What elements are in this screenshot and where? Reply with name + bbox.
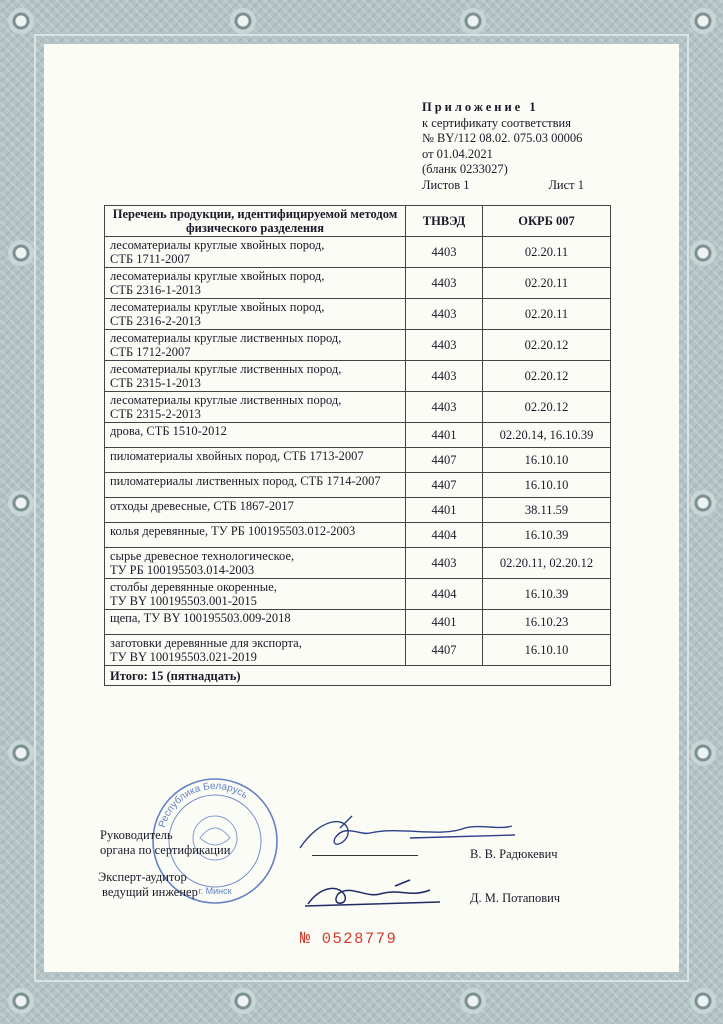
sheets-total: Листов 1 (422, 177, 470, 192)
sheets-info (422, 178, 584, 194)
product-standard: ТУ BY 100195503.021-2019 (110, 650, 257, 664)
border-ornament (230, 8, 256, 34)
product-cell (105, 392, 406, 423)
header-product-list: Перечень продукции, идентифицируемой методом физического разделения (105, 206, 406, 237)
table-row (105, 473, 611, 498)
tnved-cell: 4401 (406, 610, 483, 635)
product-cell (105, 268, 406, 299)
border-ornament (8, 8, 34, 34)
tnved-cell: 4403 (406, 330, 483, 361)
border-ornament (460, 8, 486, 34)
product-cell (105, 448, 406, 473)
okrb-cell: 02.20.14, 16.10.39 (483, 423, 611, 448)
table-total-row (105, 666, 611, 686)
border-ornament (690, 8, 716, 34)
product-name: дрова, СТБ 1510-2012 (110, 424, 227, 438)
product-name: сырье древесное технологическое, (110, 549, 295, 563)
tnved-cell: 4401 (406, 498, 483, 523)
okrb-cell: 02.20.12 (483, 392, 611, 423)
product-name: лесоматериалы круглые лиственных пород, (110, 331, 342, 345)
head-name: В. В. Радюкевич (470, 847, 558, 861)
product-cell (105, 330, 406, 361)
border-ornament (8, 740, 34, 766)
product-cell (105, 548, 406, 579)
product-name: лесоматериалы круглые хвойных пород, (110, 269, 325, 283)
okrb-cell: 02.20.12 (483, 361, 611, 392)
header-tnved: ТНВЭД (406, 206, 483, 237)
table-row (105, 330, 611, 361)
serial-prefix: № (300, 930, 312, 949)
okrb-cell: 02.20.11 (483, 299, 611, 330)
tnved-cell: 4403 (406, 392, 483, 423)
table-header-row (105, 206, 611, 237)
product-name: лесоматериалы круглые лиственных пород, (110, 393, 342, 407)
product-cell (105, 498, 406, 523)
okrb-cell: 16.10.39 (483, 579, 611, 610)
table-row (105, 548, 611, 579)
product-cell (105, 299, 406, 330)
okrb-cell: 16.10.39 (483, 523, 611, 548)
serial-number (300, 930, 397, 949)
product-name: колья деревянные, ТУ РБ 100195503.012-2003 (110, 524, 356, 538)
total-cell: Итого: 15 (пятнадцать) (105, 666, 611, 686)
head-title-line1: Руководитель (100, 828, 173, 842)
table-row (105, 361, 611, 392)
appendix-header (422, 100, 584, 193)
table-row (105, 635, 611, 666)
product-name: щепа, ТУ BY 100195503.009-2018 (110, 611, 291, 625)
product-standard: СТБ 1711-2007 (110, 252, 190, 266)
product-name: пиломатериалы хвойных пород, СТБ 1713-2007 (110, 449, 364, 463)
product-cell (105, 361, 406, 392)
expert-title-line2: ведущий инженер (102, 885, 198, 899)
product-name: лесоматериалы круглые лиственных пород, (110, 362, 342, 376)
product-name: пиломатериалы лиственных пород, СТБ 1714-2007 (110, 474, 381, 488)
certificate-date: от 01.04.2021 (422, 146, 493, 161)
product-cell (105, 579, 406, 610)
table-row (105, 579, 611, 610)
table-row (105, 498, 611, 523)
appendix-title: Приложение 1 (422, 100, 539, 114)
product-cell (105, 523, 406, 548)
product-standard: СТБ 2315-1-2013 (110, 376, 201, 390)
product-cell (105, 473, 406, 498)
tnved-cell: 4407 (406, 448, 483, 473)
border-ornament (690, 988, 716, 1014)
product-standard: СТБ 1712-2007 (110, 345, 191, 359)
stamp-city: г. Минск (198, 886, 232, 896)
tnved-cell: 4403 (406, 237, 483, 268)
svg-text:Республика Беларусь (157, 781, 250, 829)
okrb-cell: 02.20.12 (483, 330, 611, 361)
table-row (105, 268, 611, 299)
table-row (105, 423, 611, 448)
serial-value: 0528779 (321, 930, 398, 948)
product-standard: СТБ 2316-1-2013 (110, 283, 201, 297)
product-name: заготовки деревянные для экспорта, (110, 636, 302, 650)
product-cell (105, 423, 406, 448)
border-ornament (690, 490, 716, 516)
product-standard: СТБ 2316-2-2013 (110, 314, 201, 328)
tnved-cell: 4407 (406, 635, 483, 666)
okrb-cell: 38.11.59 (483, 498, 611, 523)
certificate-caption: к сертификату соответствия (422, 115, 571, 130)
tnved-cell: 4403 (406, 268, 483, 299)
border-ornament (690, 240, 716, 266)
head-title-line2: органа по сертификации (100, 843, 231, 857)
table-row (105, 299, 611, 330)
border-ornament (690, 740, 716, 766)
okrb-cell: 16.10.10 (483, 635, 611, 666)
border-ornament (230, 988, 256, 1014)
products-table (104, 205, 611, 686)
border-ornament (8, 240, 34, 266)
table-row (105, 237, 611, 268)
stamp-text: Республика Беларусь (156, 780, 250, 830)
tnved-cell: 4403 (406, 361, 483, 392)
okrb-cell: 16.10.10 (483, 473, 611, 498)
certificate-number: № BY/112 08.02. 075.03 00006 (422, 131, 583, 145)
okrb-cell: 02.20.11 (483, 237, 611, 268)
border-ornament (460, 988, 486, 1014)
product-standard: ТУ BY 100195503.001-2015 (110, 594, 257, 608)
product-name: отходы древесные, СТБ 1867-2017 (110, 499, 294, 513)
expert-signature (300, 876, 450, 916)
product-cell (105, 635, 406, 666)
product-standard: ТУ РБ 100195503.014-2003 (110, 563, 255, 577)
sheet-number: Лист 1 (548, 177, 584, 192)
expert-title-line1: Эксперт-аудитор (98, 870, 187, 884)
okrb-cell: 16.10.23 (483, 610, 611, 635)
product-standard: СТБ 2315-2-2013 (110, 407, 201, 421)
expert-title (98, 870, 198, 900)
head-title (100, 828, 230, 858)
border-ornament (8, 490, 34, 516)
border-ornament (8, 988, 34, 1014)
table-row (105, 523, 611, 548)
expert-name: Д. М. Потапович (470, 891, 561, 905)
product-name: лесоматериалы круглые хвойных пород, (110, 238, 325, 252)
blank-number: (бланк 0233027) (422, 162, 508, 176)
tnved-cell: 4404 (406, 579, 483, 610)
product-cell (105, 237, 406, 268)
table-row (105, 448, 611, 473)
table-row (105, 610, 611, 635)
okrb-cell: 16.10.10 (483, 448, 611, 473)
okrb-cell: 02.20.11 (483, 268, 611, 299)
product-name: столбы деревянные окоренные, (110, 580, 277, 594)
header-okrb: ОКРБ 007 (483, 206, 611, 237)
tnved-cell: 4403 (406, 299, 483, 330)
product-cell (105, 610, 406, 635)
tnved-cell: 4407 (406, 473, 483, 498)
tnved-cell: 4404 (406, 523, 483, 548)
tnved-cell: 4401 (406, 423, 483, 448)
tnved-cell: 4403 (406, 548, 483, 579)
okrb-cell: 02.20.11, 02.20.12 (483, 548, 611, 579)
product-name: лесоматериалы круглые хвойных пород, (110, 300, 325, 314)
table-row (105, 392, 611, 423)
